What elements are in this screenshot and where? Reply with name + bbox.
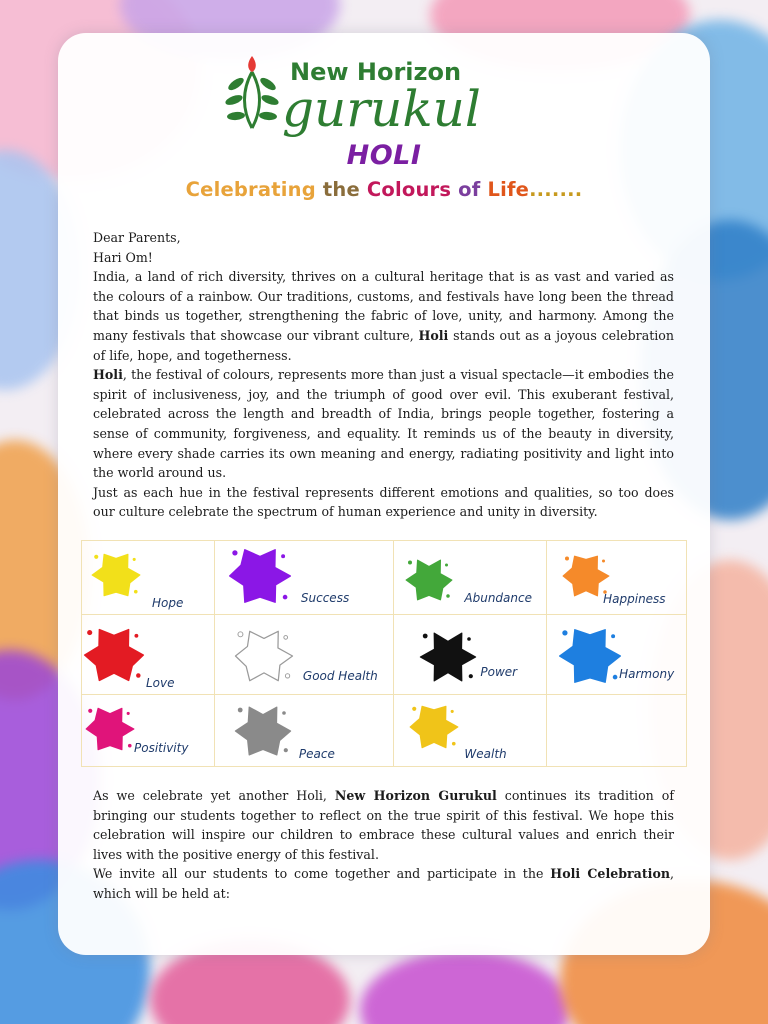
colour-cell [394,615,547,695]
school-name-line1: New Horizon [290,58,462,86]
colour-cell [547,695,687,767]
paint-splash-icon [227,543,293,609]
subtitle-word: ....... [529,178,583,201]
colour-label: Love [146,676,175,690]
school-name-line2: gurukul [282,80,481,138]
paragraph-1: India, a land of rich diversity, thrives on a cultural heritage that is as vast and varied as the colours of a rainbow. Our traditions, customs, and festivals have long been the thread that binds us together, strengthening the fabric of love, unity, and harmony. Among the many festivals that showcase our vibrant culture, Holi stands out as a joyous celebration of life, hope, and togetherness. [93,269,674,363]
colour-label: Good Health [302,669,378,683]
colour-cell [547,615,687,695]
paint-splash-icon [557,623,623,689]
salutation: Dear Parents, [93,230,181,245]
closing-paragraph-2: We invite all our students to come together and participate in the Holi Celebration, which will be held at: [93,866,675,901]
colour-cell [82,615,215,695]
paint-splash-icon [233,701,293,761]
colour-cell [214,695,394,767]
colour-cell [82,695,215,767]
colour-label: Success [300,591,350,605]
colour-meaning-grid [81,540,687,767]
colour-cell [394,541,547,615]
letter-closing [93,786,674,904]
colour-label: Positivity [134,741,189,755]
colour-label: Abundance [464,591,532,605]
colour-label: Power [480,665,518,679]
paint-splash-icon [418,627,478,687]
school-logo [212,50,552,142]
subtitle-word: the [315,178,367,201]
colour-label: Peace [298,747,335,761]
paint-splash-icon [82,623,146,687]
colour-cell [394,695,547,767]
colour-cell [82,541,215,615]
colour-label: Wealth [464,747,507,761]
page-title: HOLI [346,140,422,171]
greeting: Hari Om! [93,249,153,265]
colour-label: Hope [152,596,184,610]
letter-body [93,228,674,522]
colour-label: Harmony [619,667,675,681]
subtitle-word: Colours [366,178,452,201]
colour-cell [214,615,394,695]
paint-splash-icon [408,701,460,753]
subtitle-word: of [451,178,488,201]
paint-splash-icon [90,549,142,601]
paint-splash-icon [233,625,295,687]
colour-cell [214,541,394,615]
laurel-icon [224,56,280,128]
paint-splash-icon [84,703,136,755]
paragraph-3: Just as each hue in the festival represents different emotions and qualities, so too does our culture celebrate the spectrum of human experience and unity in diversity. [93,484,674,520]
paragraph-2: Holi, the festival of colours, represents more than just a visual spectacle—it embodies the spirit of inclusiveness, joy, and the triumph of good over evil. This exuberant festival, celebrated across the length and breadth of India, brings people together, fostering a sense of community, forgiveness, and equality. It reminds us of the beauty in diversity, where every shade carries its own meaning and energy, radiating positivity and light into the world around us. [93,367,674,481]
subtitle-word: Celebrating [185,178,316,201]
colour-cell [547,541,687,615]
paint-splash-icon [404,555,454,605]
colour-label: Happiness [603,592,666,606]
page-subtitle [0,178,768,201]
closing-paragraph-1: As we celebrate yet another Holi, New Horizon Gurukul continues its tradition of bringing our students together to reflect on the true spirit of this festival. We hope this celebration will inspire our children to embrace these cultural values and enrich their lives with the positive energy of this festival. [93,788,674,862]
subtitle-word: Life [487,178,530,201]
